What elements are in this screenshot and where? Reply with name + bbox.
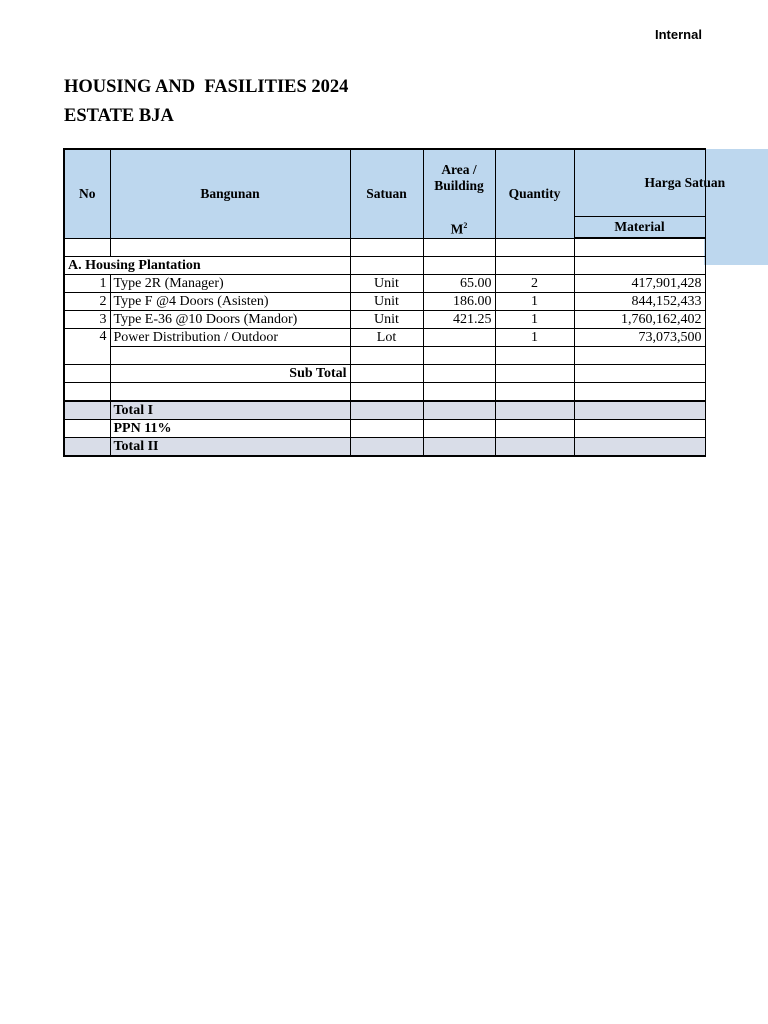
row-bangunan: Type E-36 @10 Doors (Mandor)	[110, 311, 350, 329]
row-qty: 1	[495, 293, 574, 311]
table-row-total-1	[64, 401, 705, 420]
col-header-no: No	[64, 149, 110, 238]
spreadsheet-viewport	[63, 148, 726, 499]
row-no: 1	[64, 275, 110, 293]
total2-label: Total II	[110, 438, 350, 457]
area-label-line1: Area /	[441, 162, 477, 177]
row-area	[423, 329, 495, 347]
classification-label: Internal	[655, 27, 702, 42]
page-subtitle: ESTATE BJA	[64, 106, 174, 126]
row-area: 65.00	[423, 275, 495, 293]
col-header-material: Material	[574, 217, 705, 238]
table-row-total-2	[64, 438, 705, 457]
table-row-blank	[64, 347, 705, 365]
section-label: A. Housing Plantation	[64, 257, 350, 275]
row-satuan: Unit	[350, 293, 423, 311]
row-material: 73,073,500	[574, 329, 705, 347]
row-no: 3	[64, 311, 110, 329]
col-header-harga: Harga Satuan	[574, 149, 705, 217]
table-row	[64, 311, 705, 329]
row-qty: 2	[495, 275, 574, 293]
row-satuan: Unit	[350, 311, 423, 329]
ppn-label: PPN 11%	[110, 420, 350, 438]
table-row	[64, 329, 705, 347]
table-row-blank	[64, 383, 705, 402]
col-header-satuan: Satuan	[350, 149, 423, 238]
row-material: 417,901,428	[574, 275, 705, 293]
subtotal-label: Sub Total	[110, 365, 350, 383]
area-label-line2: Building	[434, 178, 484, 193]
row-satuan: Unit	[350, 275, 423, 293]
table-row	[64, 293, 705, 311]
row-satuan: Lot	[350, 329, 423, 347]
page-title: HOUSING AND FASILITIES 2024	[64, 77, 349, 97]
row-qty: 1	[495, 311, 574, 329]
col-header-area	[423, 149, 495, 238]
row-no: 4	[64, 329, 110, 365]
table-row-subtotal	[64, 365, 705, 383]
cost-table	[63, 148, 726, 457]
total1-label: Total I	[110, 401, 350, 420]
area-unit: $M^2$	[450, 221, 468, 237]
row-bangunan: Power Distribution / Outdoor	[110, 329, 350, 347]
row-material: 844,152,433	[574, 293, 705, 311]
row-bangunan: Type 2R (Manager)	[110, 275, 350, 293]
table-row-ppn	[64, 420, 705, 438]
row-bangunan: Type F @4 Doors (Asisten)	[110, 293, 350, 311]
col-header-bangunan: Bangunan	[110, 149, 350, 238]
col-header-quantity: Quantity	[495, 149, 574, 238]
header-overflow-fill	[704, 149, 768, 265]
row-no: 2	[64, 293, 110, 311]
table-row-blank	[64, 238, 705, 257]
row-qty: 1	[495, 329, 574, 347]
row-area: 421.25	[423, 311, 495, 329]
table-row	[64, 275, 705, 293]
row-material: 1,760,162,402	[574, 311, 705, 329]
table-row-section	[64, 257, 705, 275]
row-area: 186.00	[423, 293, 495, 311]
